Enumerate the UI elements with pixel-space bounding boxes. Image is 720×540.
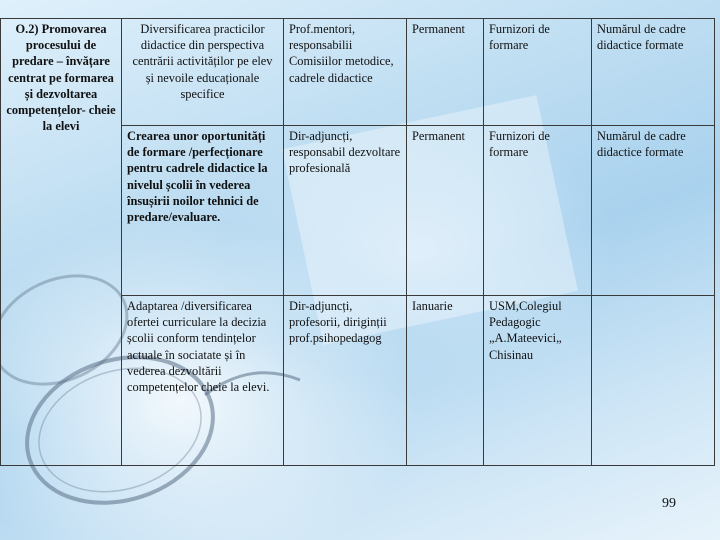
term-cell (407, 19, 484, 126)
responsible-text: Dir-adjuncți, responsabil dezvoltare profesională (289, 129, 401, 176)
activity-cell (122, 296, 284, 466)
partners-cell (484, 126, 592, 296)
page-number: 99 (662, 496, 676, 511)
term-cell (407, 126, 484, 296)
action-plan-table (0, 18, 715, 466)
responsible-cell (284, 296, 407, 466)
responsible-text: Prof.mentori, responsabilii Comisiilor metodice, cadrele didactice (289, 22, 394, 85)
activity-cell (122, 126, 284, 296)
activity-text: Crearea unor oportunități de formare /perfecționare pentru cadrele didactice la nivelul școlii în vederea însușirii noilor tehnici de predare/evaluare. (127, 129, 268, 225)
objective-cell (1, 19, 122, 466)
table-row (1, 19, 715, 126)
indicator-cell (592, 19, 715, 126)
indicator-cell (592, 126, 715, 296)
partners-text: Furnizori de formare (489, 22, 550, 53)
responsible-text: Dir-adjuncți, profesorii, diriginții prof.psihopedagog (289, 299, 387, 346)
term-cell (407, 296, 484, 466)
objective-text: O.2) Promovarea procesului de predare – învățare centrat pe formarea și dezvoltarea competențelor- cheie la elevi (6, 22, 116, 134)
partners-text: USM,Colegiul Pedagogic „A.Mateevici„ Chisinau (489, 299, 562, 362)
responsible-cell (284, 19, 407, 126)
responsible-cell (284, 126, 407, 296)
indicator-text: Numărul de cadre didactice formate (597, 22, 686, 53)
indicator-text: Numărul de cadre didactice formate (597, 129, 686, 160)
activity-text: Adaptarea /diversificarea ofertei curriculare la decizia școlii conform tendințelor actuale în sociatate și în vederea dezvoltării competențelor cheie la elevi. (127, 299, 270, 395)
term-text: Permanent (412, 22, 465, 36)
partners-text: Furnizori de formare (489, 129, 550, 160)
activity-text: Diversificarea practicilor didactice din perspectiva centrării activităților pe elev și nevoile educaționale specifice (132, 22, 273, 101)
partners-cell (484, 19, 592, 126)
term-text: Permanent (412, 129, 465, 143)
term-text: Ianuarie (412, 299, 453, 313)
indicator-cell (592, 296, 715, 466)
partners-cell (484, 296, 592, 466)
activity-cell (122, 19, 284, 126)
